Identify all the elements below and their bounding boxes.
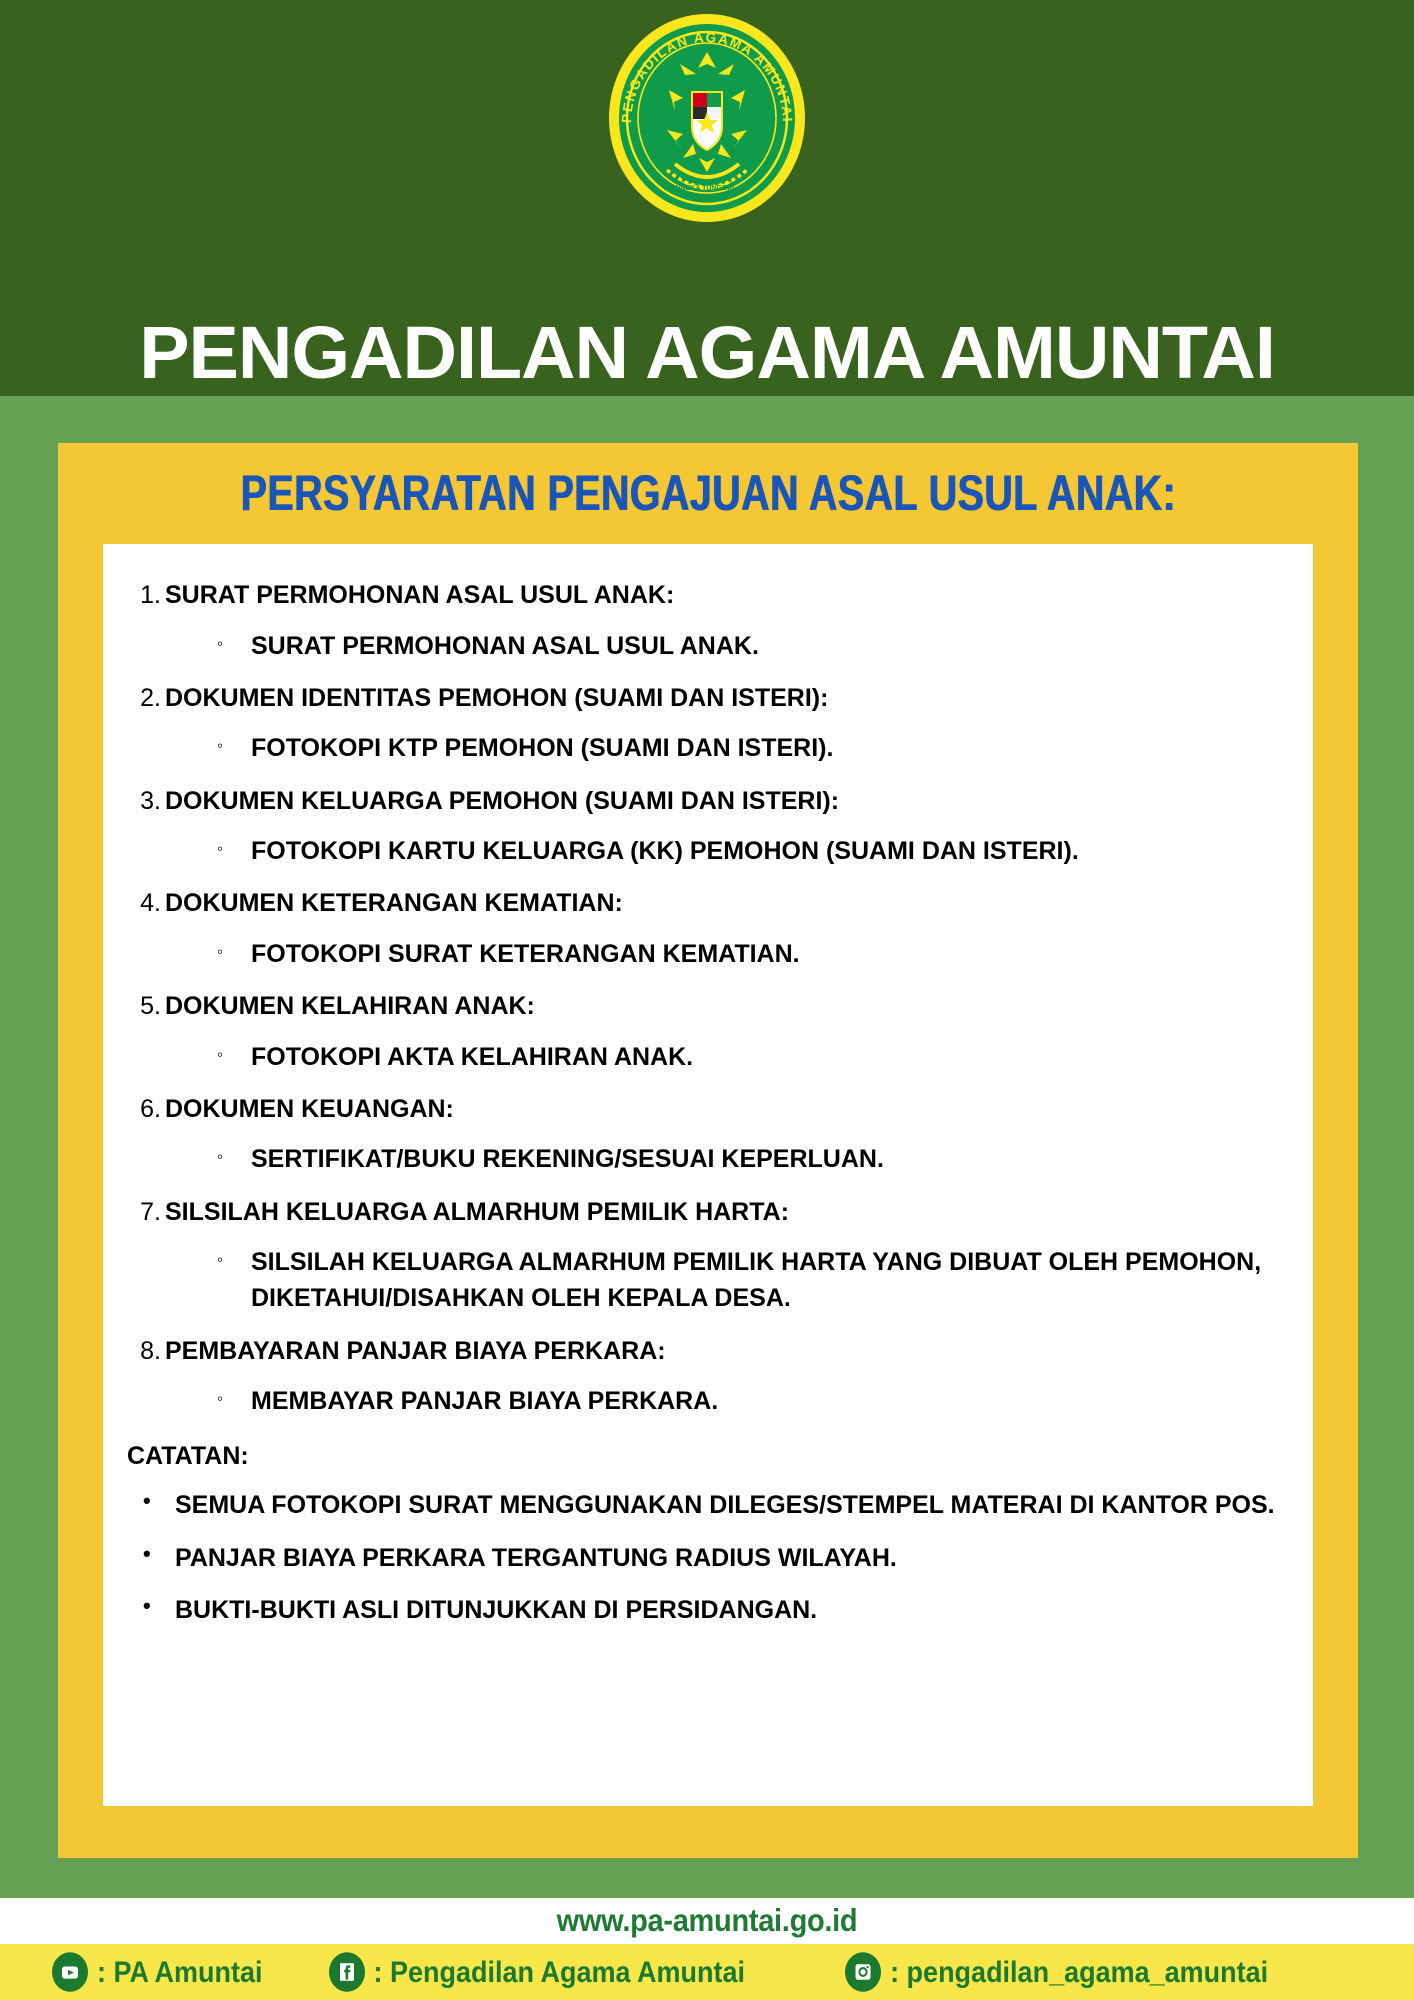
requirement-number: 7. xyxy=(140,1197,161,1226)
note-item xyxy=(121,1479,1295,1531)
note-text: SEMUA FOTOKOPI SURAT MENGGUNAKAN DILEGES/STEMPEL MATERAI DI KANTOR POS. xyxy=(175,1491,1275,1520)
requirement-heading xyxy=(121,1084,1295,1135)
requirement-detail xyxy=(121,826,1295,876)
requirement-detail-text: FOTOKOPI SURAT KETERANGAN KEMATIAN. xyxy=(251,939,800,968)
svg-text:PENGADILAN AGAMA AMUNTAI: PENGADILAN AGAMA AMUNTAI xyxy=(618,29,796,124)
requirement-heading xyxy=(121,673,1295,724)
requirement-heading-text: DOKUMEN KEUANGAN: xyxy=(165,1094,454,1123)
hollow-bullet-icon: ◦ xyxy=(217,1147,224,1167)
requirement-heading xyxy=(121,776,1295,827)
requirement-detail-text: SILSILAH KELUARGA ALMARHUM PEMILIK HARTA YANG DIBUAT OLEH PEMOHON, DIKETAHUI/DISAHKAN OLEH KEPALA DESA. xyxy=(251,1248,1262,1313)
list-item xyxy=(121,1187,1295,1324)
requirement-heading xyxy=(121,570,1295,621)
requirement-heading-text: DOKUMEN KELAHIRAN ANAK: xyxy=(165,992,535,1020)
requirement-number: 2. xyxy=(140,683,161,712)
requirement-number: 3. xyxy=(140,786,161,815)
requirement-detail-text: FOTOKOPI KTP PEMOHON (SUAMI DAN ISTERI). xyxy=(251,734,834,763)
social-link-facebook[interactable] xyxy=(329,1952,746,1992)
list-item xyxy=(121,570,1295,671)
requirement-detail-text: FOTOKOPI KARTU KELUARGA (KK) PEMOHON (SUAMI DAN ISTERI). xyxy=(251,837,1079,865)
requirement-number: 1. xyxy=(140,581,161,609)
note-text: PANJAR BIAYA PERKARA TERGANTUNG RADIUS WILAYAH. xyxy=(175,1543,897,1572)
hollow-bullet-icon: ◦ xyxy=(217,839,224,858)
requirement-detail xyxy=(121,929,1295,979)
requirement-heading-text: SILSILAH KELUARGA ALMARHUM PEMILIK HARTA: xyxy=(165,1197,790,1226)
youtube-icon xyxy=(52,1952,88,1992)
requirement-heading-text: DOKUMEN KELUARGA PEMOHON (SUAMI DAN ISTERI): xyxy=(165,786,840,815)
logo-container xyxy=(607,12,807,224)
facebook-icon xyxy=(329,1952,365,1992)
requirements-card xyxy=(58,443,1358,1858)
list-item xyxy=(121,1084,1295,1185)
requirement-heading-text: DOKUMEN KETERANGAN KEMATIAN: xyxy=(165,889,623,918)
list-item xyxy=(121,981,1295,1082)
requirement-detail-text: SERTIFIKAT/BUKU REKENING/SESUAI KEPERLUAN. xyxy=(251,1145,884,1174)
hollow-bullet-icon: ◦ xyxy=(217,736,224,756)
social-label-instagram: : pengadilan_agama_amuntai xyxy=(890,1954,1269,1988)
requirement-detail xyxy=(121,1376,1295,1426)
requirement-detail xyxy=(121,1237,1295,1324)
social-label-youtube: : PA Amuntai xyxy=(97,1954,263,1988)
instagram-icon xyxy=(845,1952,881,1992)
list-item xyxy=(121,776,1295,877)
requirement-heading xyxy=(121,1187,1295,1238)
footer-social-bar xyxy=(0,1944,1414,2000)
list-item xyxy=(121,1326,1295,1427)
hollow-bullet-icon: ◦ xyxy=(217,1389,224,1408)
requirement-detail xyxy=(121,621,1295,671)
note-item xyxy=(121,1584,1295,1636)
requirement-detail xyxy=(121,1032,1295,1082)
requirement-detail-text: FOTOKOPI AKTA KELAHIRAN ANAK. xyxy=(251,1042,694,1071)
requirements-list xyxy=(103,544,1313,1636)
requirement-heading xyxy=(121,1326,1295,1377)
requirement-number: 6. xyxy=(140,1094,161,1123)
note-item xyxy=(121,1532,1295,1584)
list-item xyxy=(121,673,1295,774)
requirement-heading xyxy=(121,981,1295,1032)
solid-bullet-icon: • xyxy=(143,1592,151,1618)
website-url[interactable]: www.pa-amuntai.go.id xyxy=(556,1902,858,1939)
hollow-bullet-icon: ◦ xyxy=(217,941,224,961)
requirements-panel xyxy=(103,544,1313,1806)
social-link-youtube[interactable] xyxy=(52,1952,263,1992)
hollow-bullet-icon: ◦ xyxy=(217,633,224,653)
hollow-bullet-icon: ◦ xyxy=(217,1044,224,1064)
card-title: PERSYARATAN PENGAJUAN ASAL USUL ANAK: xyxy=(240,464,1176,521)
requirement-detail-text: SURAT PERMOHONAN ASAL USUL ANAK. xyxy=(251,631,759,660)
requirement-heading-text: PEMBAYARAN PANJAR BIAYA PERKARA: xyxy=(165,1336,666,1365)
poster-header xyxy=(0,0,1414,396)
social-label-facebook: : Pengadilan Agama Amuntai xyxy=(373,1954,746,1988)
requirement-number: 8. xyxy=(140,1336,161,1365)
footer-website-bar xyxy=(0,1898,1414,1944)
requirement-number: 4. xyxy=(140,889,161,918)
hollow-bullet-icon: ◦ xyxy=(217,1250,224,1269)
svg-text:BHINNEKA TUNGGAL IKA: BHINNEKA TUNGGAL IKA xyxy=(663,185,751,192)
requirement-detail xyxy=(121,723,1295,773)
note-text: BUKTI-BUKTI ASLI DITUNJUKKAN DI PERSIDANGAN. xyxy=(175,1595,818,1624)
pengadilan-agama-amuntai-seal-icon xyxy=(607,12,807,224)
page-title: PENGADILAN AGAMA AMUNTAI xyxy=(139,311,1275,394)
requirement-number: 5. xyxy=(140,992,161,1020)
solid-bullet-icon: • xyxy=(143,1540,151,1566)
requirement-heading xyxy=(121,878,1295,929)
requirement-heading-text: DOKUMEN IDENTITAS PEMOHON (SUAMI DAN ISTERI): xyxy=(165,683,829,712)
solid-bullet-icon: • xyxy=(143,1488,151,1514)
social-link-instagram[interactable] xyxy=(845,1952,1268,1992)
requirement-detail-text: MEMBAYAR PANJAR BIAYA PERKARA. xyxy=(251,1387,719,1415)
requirement-detail xyxy=(121,1134,1295,1184)
list-item xyxy=(121,878,1295,979)
notes-title: CATATAN: xyxy=(127,1442,249,1471)
requirement-heading-text: SURAT PERMOHONAN ASAL USUL ANAK: xyxy=(165,581,675,609)
